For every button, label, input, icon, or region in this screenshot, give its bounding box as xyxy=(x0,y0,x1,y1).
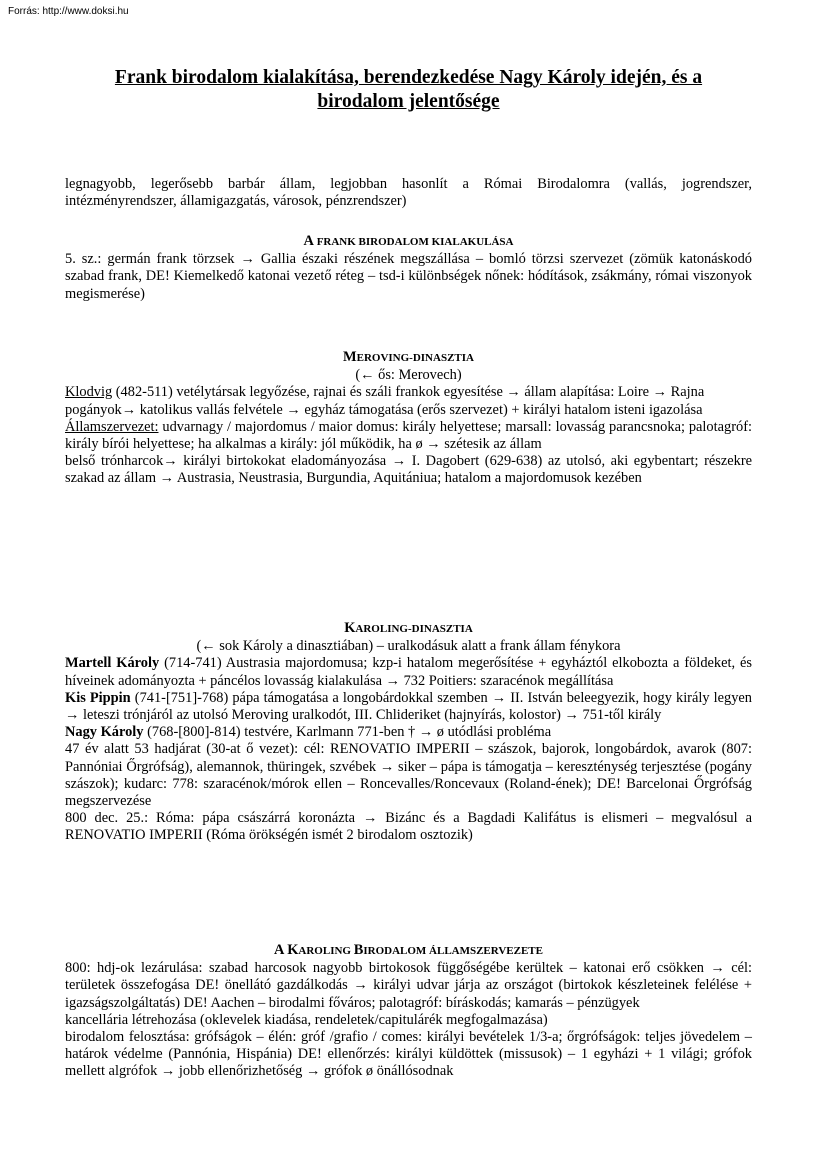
intro-paragraph: legnagyobb, legerősebb barbár állam, legjobban hasonlít a Római Birodalomra (vallás, jogrendszer, intézményrendszer, államigazgatás, városok, pénzrendszer) xyxy=(65,176,752,210)
section-karoling xyxy=(65,620,752,845)
paragraph-allamszervezet: Államszervezet: udvarnagy / majordomus / maior domus: király helyettese; marsall: lovasság parancsnoka; palotagróf: király bírói helyettese; ha alkalmas a király: jól működik, ha ø → szétesik az állam xyxy=(65,418,752,453)
section-heading: KAROLING-DINASZTIA xyxy=(344,620,473,636)
section-frank-birodalom xyxy=(65,233,752,303)
section-heading: A KAROLING BIRODALOM ÁLLAMSZERVEZETE xyxy=(274,942,543,958)
paragraph-nagy-karoly: Nagy Károly (768-[800]-814) testvére, Karlmann 771-ben † → ø utódlási probléma xyxy=(65,724,552,741)
paragraph-katolikus: pogányok→ katolikus vallás felvétele → egyház támogatása (erős szervezet) + királyi hatalom isteni igazolása xyxy=(65,401,703,418)
section-paragraph: 5. sz.: germán frank törzsek → Gallia északi részének megszállása – bomló törzsi szervezet (zömük katonáskodó szabad frank, DE! Kiemelkedő katonai vezető réteg – tsd-i különbségek nőnek: hódítások, zsákmány, római viszonyok megismerése) xyxy=(65,251,752,302)
section-meroving xyxy=(65,349,752,488)
source-line: Forrás: http://www.doksi.hu xyxy=(8,6,129,17)
paragraph-hadjaratok: 47 év alatt 53 hadjárat (30-at ő vezet): cél: RENOVATIO IMPERII – szászok, bajorok, longobárdok, avarok (807: Pannóniai Őrgrófság), alemannok, thüringek, szvébek → siker – pápa is támogatja – kereszténység terjesztése (pogány szászok); kudarc: 778: szaracénok/mórok ellen – Roncevalles/Roncevaux (Roland-ének); DE! Barcelonai Őrgrófság megszervezése xyxy=(65,741,752,810)
paragraph-kancellaria: kancellária létrehozása (oklevelek kiadása, rendeletek/capitulárék megfogalmazása) xyxy=(65,1011,548,1028)
paragraph-martell-karoly: Martell Károly (714-741) Austrasia majordomusa; kzp-i hatalom megerősítése + egyháztól elkobozta a földeket, és híveinek adományozta + páncélos lovasság kialakulása → 732 Poitiers: szaracénok megállítása xyxy=(65,655,752,689)
page-title xyxy=(65,66,752,114)
section-heading: A FRANK BIRODALOM KIALAKULÁSA xyxy=(303,233,514,249)
title-line-1: Frank birodalom kialakítása, berendezkedése Nagy Károly idején, és a xyxy=(114,67,703,88)
section-subheading: (← sok Károly a dinasztiában) – uralkodásuk alatt a frank állam fénykora xyxy=(196,638,621,655)
title-line-2: birodalom jelentősége xyxy=(317,91,500,112)
paragraph-tronharcok: belső trónharcok→ királyi birtokokat eladományozása → I. Dagobert (629-638) az utolsó, aki egybentart; részekre szakad az állam → Austrasia, Neustrasia, Burgundia, Aquitániua; hatalom a majordomusok kezében xyxy=(65,453,752,487)
section-subheading: (← ős: Merovech) xyxy=(355,367,462,384)
paragraph-koronazas: 800 dec. 25.: Róma: pápa császárrá koronázta → Bizánc és a Bagdadi Kalifátus is elismeri – megvalósul a RENOVATIO IMPERII (Róma örökségén ismét 2 birodalom osztozik) xyxy=(65,810,752,844)
paragraph-kis-pippin: Kis Pippin (741-[751]-768) pápa támogatása a longobárdokkal szemben → II. István beleegyezik, hogy király legyen → leteszi trónjáról az utolsó Meroving uralkodót, III. Chlideriket (hajnyírás, kolostor) → 751-től király xyxy=(65,689,753,724)
section-karoling-allamszervezet xyxy=(65,942,752,1081)
paragraph-hadjaratok-lezarulasa: 800: hdj-ok lezárulása: szabad harcosok nagyobb birtokosok függőségébe kerültek – katonai erő csökken → cél: területek összefogása DE! önellátó gazdálkodás → királyi udvar járja az országot (birtokok készleteinek felélése + igazságszolgáltatás) DE! Aachen – birodalmi főváros; palotagróf: bíráskodás; kamarás – pénzügyek xyxy=(65,960,752,1011)
section-heading: MEROVING-DINASZTIA xyxy=(343,349,474,365)
paragraph-klodvig: Klodvig (482-511) vetélytársak legyőzése, rajnai és száli frankok egyesítése → állam alapítása: Loire → Rajna xyxy=(65,384,705,401)
paragraph-birodalom-felosztasa: birodalom felosztása: grófságok – élén: gróf /grafio / comes: királyi bevételek 1/3-a; őrgrófságok: teljes jövedelem – határok védelme (Pannónia, Hispánia) DE! ellenőrzés: királyi küldöttek (missusok) – 1 egyházi + 1 világi; grófok mellett algrófok → jobb ellenőrizhetőség → grófok ø önállósodnak xyxy=(65,1029,752,1080)
